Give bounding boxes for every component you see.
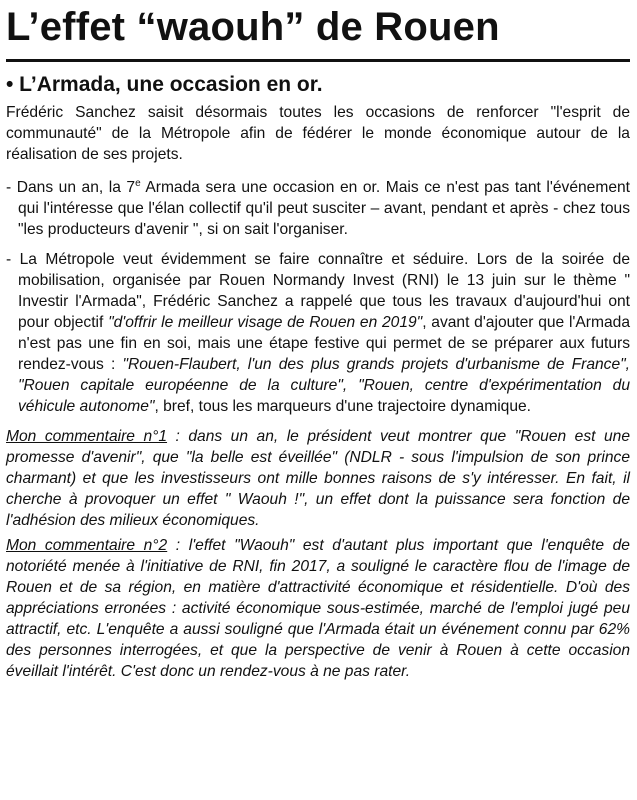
comment-2-text: : l'effet "Waouh" est d'autant plus important que l'enquête de notoriété menée à l'initiative de RNI, fin 2017, a souligné le caractère flou de l'image de Rouen et de sa région, en matière d'attractivité économique et résidentielle. D'où des appréciations erronées : activité économique sous-estimée, marché de l'emploi jugé peu attractif, etc. L'enquête a aussi souligné que l'Armada était un événement connu par 62% des personnes interrogées, et que la perspective de venir à Rouen à cette occasion éveillait l'intérêt. C'est donc un rendez-vous à ne pas rater.: [6, 537, 630, 681]
bullet-1-text-a: - Dans un an, la 7: [6, 179, 136, 197]
bullet-2-quote-1: "d'offrir le meilleur visage de Rouen en 2019": [108, 314, 423, 332]
intro-paragraph: Frédéric Sanchez saisit désormais toutes les occasions de renforcer "l'esprit de communauté" de la Métropole afin de fédérer le monde économique autour de la réalisation de ses projets.: [6, 104, 630, 163]
title-divider: [6, 59, 630, 62]
section-heading: • L’Armada, une occasion en or.: [6, 73, 323, 96]
comment-1: [6, 426, 630, 531]
bullet-2-text-b: , avant d'ajouter que l'Armada n'est pas une fin en soi, mais une étape festive qui permet de se préparer aux futurs rendez-vous :: [18, 314, 630, 374]
comment-1-label: Mon commentaire n°1: [6, 428, 168, 446]
article: [6, 0, 630, 686]
bullet-paragraph-2: [6, 249, 630, 417]
ordinal-superscript: e: [135, 178, 141, 189]
comment-2: [6, 535, 630, 682]
bullet-2-text-c: , bref, tous les marqueurs d'une trajectoire dynamique.: [154, 398, 532, 416]
bullet-2-text-a: - La Métropole veut évidemment se faire connaître et séduire. Lors de la soirée de mobilisation, organisée par Rouen Normandy Invest (RNI) le 13 juin sur le thème " Investir l'Armada", Frédéric Sanchez a rappelé que tous les travaux d'aujourd'hui ont pour objectif: [6, 251, 630, 332]
bullet-2-quote-2: "Rouen-Flaubert, l'un des plus grands projets d'urbanisme de France", "Rouen capitale européenne de la culture", "Rouen, centre d'expérimentation du véhicule autonome": [18, 356, 630, 416]
comment-2-label: Mon commentaire n°2: [6, 537, 168, 555]
article-title: L’effet “waouh” de Rouen: [6, 5, 500, 49]
bullet-paragraph-1: [6, 173, 630, 240]
bullet-1-text-b: Armada sera une occasion en or. Mais ce n'est pas tant l'événement qui l'intéresse que l'élan collectif qu'il peut susciter – avant, pendant et après - chez tous "les producteurs d'avenir ", si on sait l'organiser.: [18, 179, 630, 239]
comment-1-text: : dans un an, le président veut montrer que "Rouen est une promesse d'avenir", que "la belle est éveillée" (NDLR - sous l'impulsion de son prince charmant) et que les investisseurs ont mille bonnes raisons de s'y intéresser. En fait, il cherche à provoquer un effet " Waouh !", un effet dont la puissance sera fonction de l'adhésion des milieux économiques.: [6, 428, 630, 530]
